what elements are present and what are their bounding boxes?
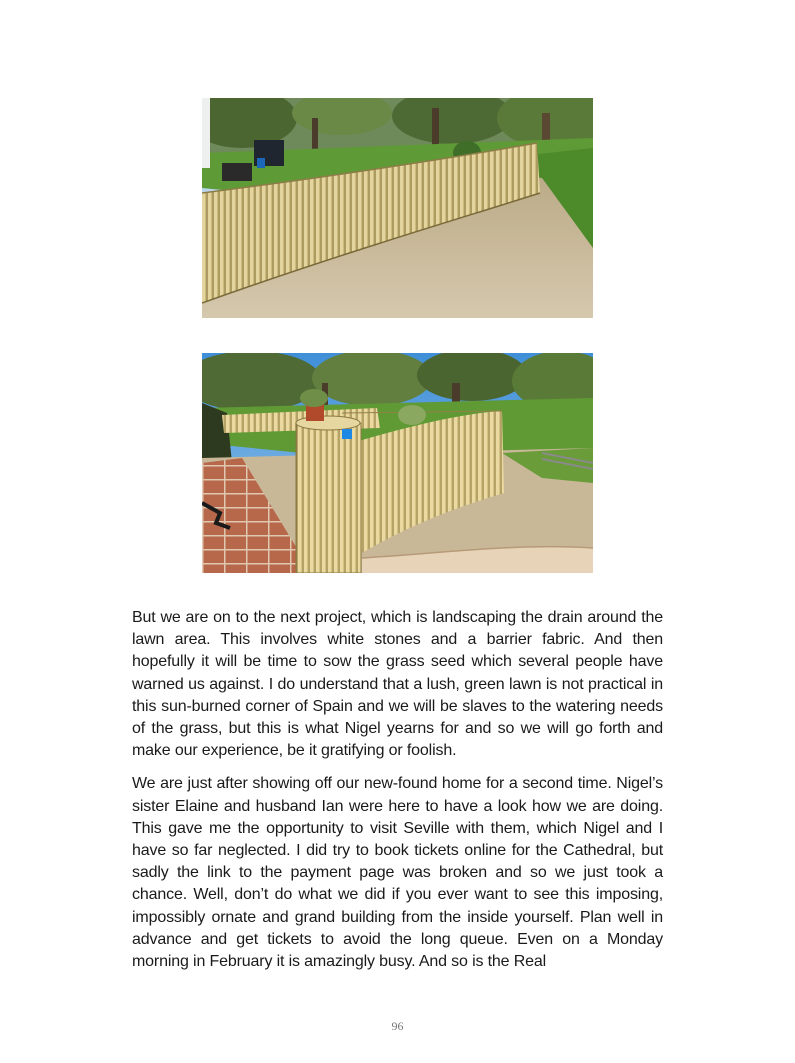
paragraph-landscaping: But we are on to the next project, which is landscaping the drain around the lawn area. This involves white stones and a barrier fabric. And then hopefully it will be time to sow the grass seed which several people have warned us against. I do understand that a lush, green lawn is not practical in this sun-burned corner of Spain and we will be slaves to the watering needs of the grass, but this is what Nigel yearns for and so we will go forth and make our experience, be it gratifying or foolish. [132, 609, 663, 760]
garden-fence-photo-1 [202, 98, 593, 318]
garden-fence-photo-2 [202, 353, 593, 573]
paragraph-seville-visit: We are just after showing off our new-found home for a second time. Nigel’s sister Elaine and husband Ian were here to have a look how we are doing. This gave me the opportunity to visit Seville with them, which Nigel and I have so far neglected. I did try to book tickets online for the Cathedral, but sadly the link to the payment page was broken and so we just took a chance. Well, don’t do what we did if you ever want to see this imposing, impossibly ornate and grand building from the inside yourself. Plan well in advance and get tickets to avoid the long queue. Even on a Monday morning in February it is amazingly busy. And so is the Real [132, 775, 663, 971]
page-number: 96 [391, 1019, 404, 1033]
body-text [132, 607, 663, 984]
